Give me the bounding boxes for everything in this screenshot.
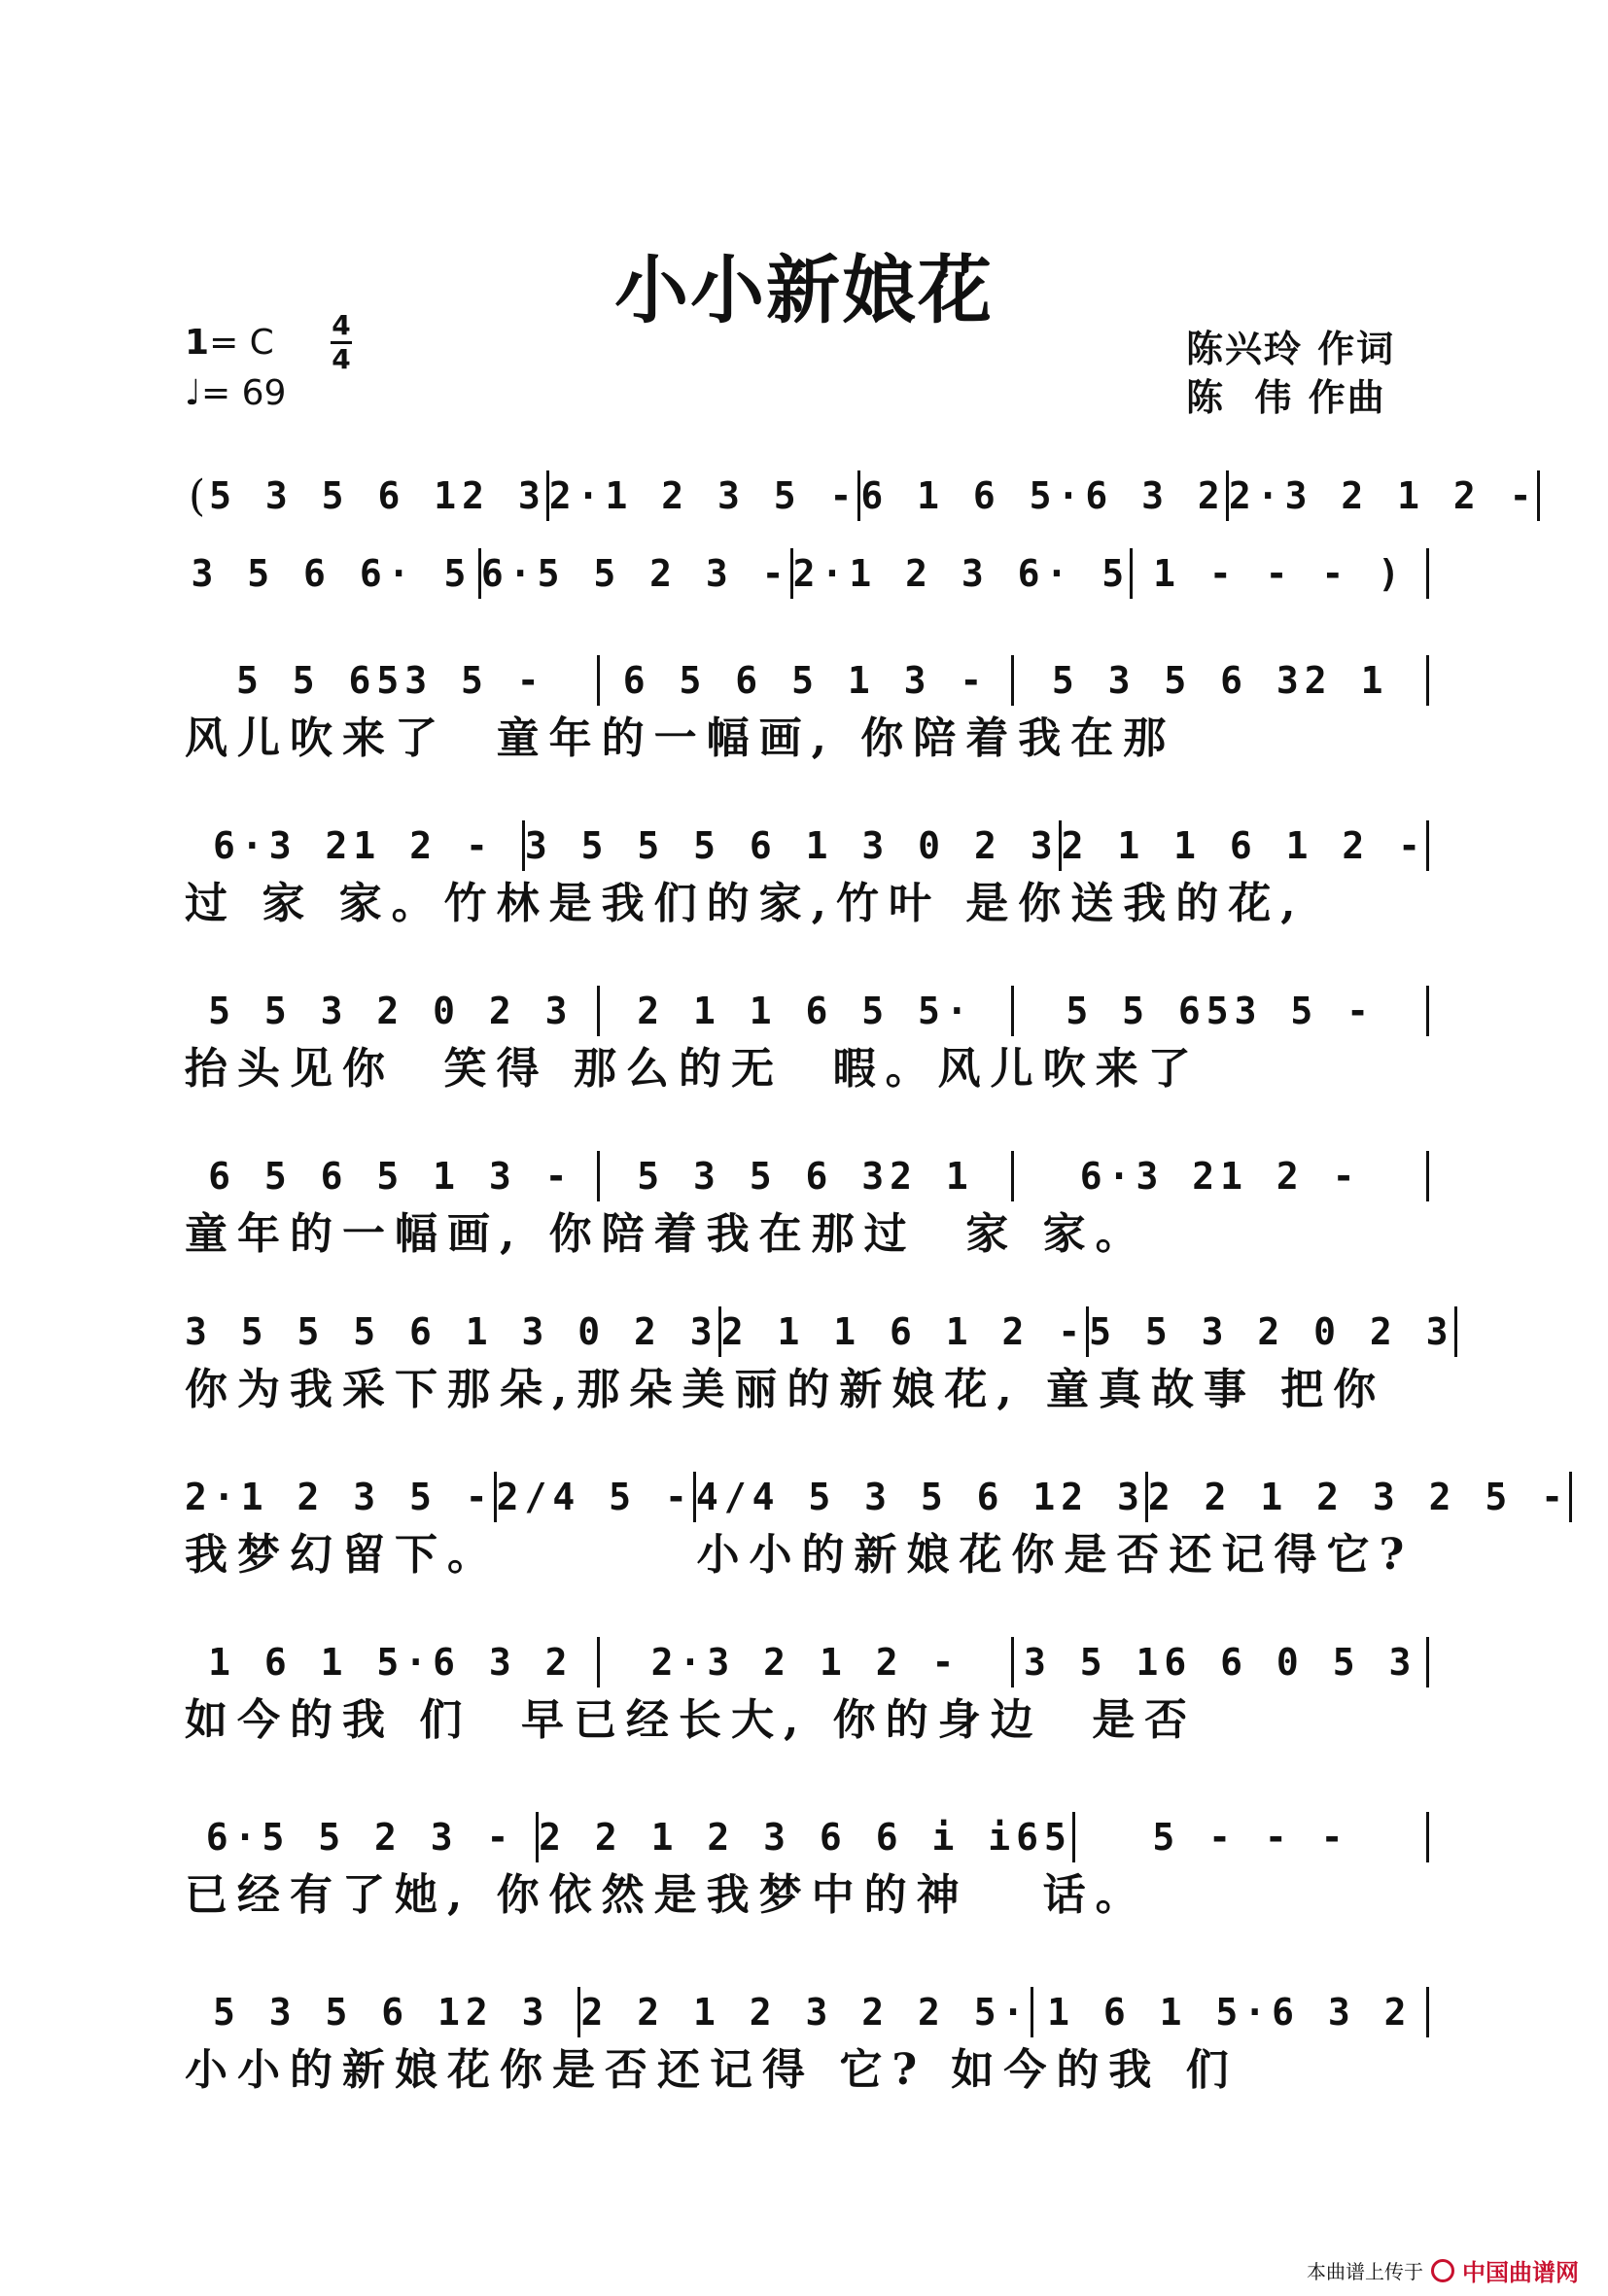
lyrics-line: 抬头见你 笑得 那么的无 暇。风儿吹来了 <box>185 1044 1201 1094</box>
measure: 6 1 6 5·6 3 2 <box>860 474 1226 517</box>
measure: 5 3 5 6 12 3 <box>209 474 546 517</box>
measure: 5 5 653 5 - <box>1066 990 1376 1032</box>
time-signature <box>331 311 352 374</box>
measure: 4/4 5 3 5 6 12 3 <box>695 1476 1145 1518</box>
notation-line <box>185 1983 1429 2041</box>
barline <box>1426 1987 1429 2037</box>
score-system <box>185 651 1429 768</box>
quarter-note-icon: ♩ <box>185 373 201 413</box>
measure: 6·5 5 2 3 - <box>480 552 790 595</box>
time-bottom: 4 <box>332 343 351 375</box>
lyrics-line: 已经有了她, 你依然是我梦中的神 话。 <box>185 1870 1148 1920</box>
measure: 3 5 5 5 6 1 3 0 2 3 <box>185 1310 718 1353</box>
tempo-marking <box>185 373 286 413</box>
lyrics-line: 我梦幻留下。 小小的新娘花你是否还记得它? <box>185 1530 1415 1580</box>
lyrics-line: 风儿吹来了 童年的一幅画, 你陪着我在那 <box>185 713 1176 763</box>
measure: 2·1 2 3 5 - <box>548 474 858 517</box>
notation-line <box>185 1468 1570 1526</box>
measure: 3 5 16 6 0 5 3 <box>1024 1641 1417 1684</box>
measure: 2 1 1 6 1 2 - <box>720 1310 1087 1353</box>
measure: 2·1 2 3 6· 5 <box>792 552 1131 595</box>
notation-line <box>185 1633 1429 1691</box>
site-name: 中国曲谱网 <box>1462 2258 1579 2286</box>
lyrics-line: 如今的我 们 早已经长大, 你的身边 是否 <box>185 1695 1198 1745</box>
notation-line <box>185 1303 1454 1361</box>
barline <box>1426 548 1429 599</box>
site-logo-icon <box>1431 2259 1454 2282</box>
measure: 5 5 3 2 0 2 3 <box>208 990 574 1032</box>
barline <box>1426 820 1429 871</box>
measure: 6 5 6 5 1 3 - <box>208 1155 574 1198</box>
score-system <box>185 817 1429 933</box>
barline <box>1569 1472 1572 1522</box>
notation-line <box>185 817 1429 875</box>
lyrics-line: 过 家 家。竹林是我们的家,竹叶 是你送我的花, <box>185 879 1306 928</box>
measure: 5 3 5 6 32 1 <box>637 1155 974 1198</box>
footer-watermark <box>1307 2253 1579 2287</box>
measure: 5 5 3 2 0 2 3 <box>1089 1310 1454 1353</box>
barline <box>1426 1637 1429 1687</box>
key-signature <box>185 323 274 363</box>
measure: 2 2 1 2 3 2 5 - <box>1147 1476 1570 1518</box>
lyrics-line: 童年的一幅画, 你陪着我在那过 家 家。 <box>185 1209 1148 1259</box>
open-parenthesis: ( <box>189 470 206 521</box>
notation-line <box>185 544 1429 603</box>
notation-line <box>185 982 1429 1040</box>
score-system <box>185 1303 1454 1419</box>
measure: 5 3 5 6 12 3 <box>212 1991 550 2034</box>
page-title: 小小新娘花 <box>614 247 994 333</box>
measure: 5 - - - <box>1152 1816 1349 1859</box>
measure: 6·5 5 2 3 - <box>205 1816 515 1859</box>
barline <box>1426 655 1429 706</box>
score-system <box>185 544 1429 603</box>
score-system <box>185 1147 1429 1264</box>
measure: 6·3 21 2 - <box>213 824 494 867</box>
measure: 3 5 6 6· 5 <box>191 552 472 595</box>
notation-line <box>185 467 1538 525</box>
measure: 1 6 1 5·6 3 2 <box>208 1641 574 1684</box>
measure: 2/4 5 - <box>496 1476 693 1518</box>
key-number: 1 <box>185 323 210 363</box>
score-system <box>185 1808 1429 1925</box>
composer-credit: 陈 伟 作曲 <box>1186 375 1386 419</box>
measure: 6·3 21 2 - <box>1079 1155 1361 1198</box>
measure: 5 3 5 6 32 1 <box>1051 659 1389 702</box>
notation-line <box>185 1808 1429 1866</box>
measure: 2 2 1 2 3 2 2 5· <box>580 1991 1031 2034</box>
measure: 2 2 1 2 3 6 6 i i65 <box>539 1816 1072 1859</box>
score-system <box>185 1633 1429 1750</box>
measure: 6 5 6 5 1 3 - <box>622 659 989 702</box>
measure: 2 1 1 6 1 2 - <box>1061 824 1426 867</box>
measure: 5 5 653 5 - <box>236 659 545 702</box>
lyrics-line: 你为我采下那朵,那朵美丽的新娘花, 童真故事 把你 <box>185 1365 1386 1414</box>
measure: 2·3 2 1 2 - <box>650 1641 961 1684</box>
time-top: 4 <box>332 309 351 341</box>
barline <box>1537 470 1540 521</box>
barline <box>1426 1151 1429 1201</box>
measure: 2·3 2 1 2 - <box>1228 474 1538 517</box>
barline <box>1426 986 1429 1036</box>
measure: 3 5 5 5 6 1 3 0 2 3 <box>524 824 1059 867</box>
score-system <box>185 467 1538 525</box>
measure: 2 1 1 6 5 5· <box>637 990 974 1032</box>
measure: 1 - - - ) <box>1153 552 1406 595</box>
notation-line <box>185 651 1429 710</box>
notation-line <box>185 1147 1429 1205</box>
score-system <box>185 982 1429 1098</box>
tempo-value: = 69 <box>200 373 287 413</box>
measure: 2·1 2 3 5 - <box>185 1476 494 1518</box>
lyricist-credit: 陈兴玲 作词 <box>1186 327 1396 370</box>
lyrics-line: 小小的新娘花你是否还记得 它? 如今的我 们 <box>185 2045 1239 2095</box>
key-letter: = C <box>209 323 274 363</box>
barline <box>1454 1306 1457 1357</box>
measure: 1 6 1 5·6 3 2 <box>1047 1991 1413 2034</box>
score-system <box>185 1983 1429 2100</box>
score-system <box>185 1468 1570 1584</box>
footer-text: 本曲谱上传于 <box>1307 2260 1423 2283</box>
barline <box>1426 1812 1429 1862</box>
